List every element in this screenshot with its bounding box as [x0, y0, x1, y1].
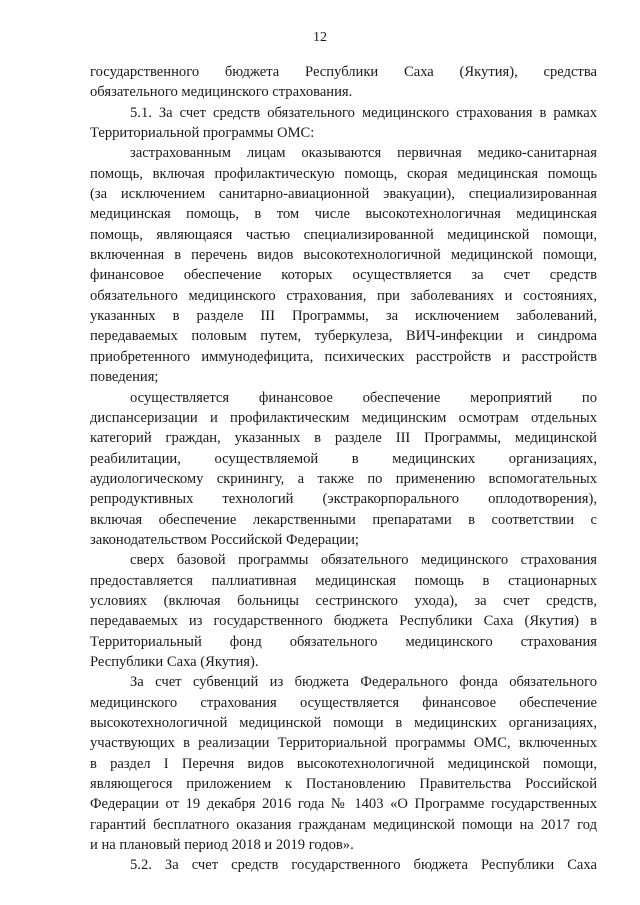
text-line: передаваемых половым путем, туберкулеза, ВИЧ-инфекции и синдрома [90, 328, 597, 345]
body-text [90, 62, 597, 876]
text-line: условиях (включая больницы сестринского ухода), за счет средств, [90, 592, 597, 609]
text-line: предоставляется паллиативная медицинская помощь в стационарных [90, 572, 597, 589]
text-line: финансовое обеспечение которых осуществляется за счет средств [90, 267, 597, 284]
text-line: 5.1. За счет средств обязательного медицинского страхования в рамках [130, 104, 597, 121]
text-line: законодательством Российской Федерации; [90, 531, 359, 548]
text-line: в раздел I Перечня видов высокотехнологичной медицинской помощи, [90, 755, 597, 772]
text-line: репродуктивных технологий (экстракорпорального оплодотворения), [90, 491, 597, 508]
text-line: Территориальной программы ОМС: [90, 125, 315, 142]
text-line: указанных в разделе III Программы, за исключением заболеваний, [90, 308, 597, 325]
text-line: включая обеспечение лекарственными препаратами в соответствии с [90, 511, 597, 528]
page-number: 12 [313, 30, 327, 45]
text-line: медицинского страхования осуществляется финансовое обеспечение [90, 694, 597, 711]
text-line: включенная в перечень видов высокотехнологичной медицинской помощи, [90, 247, 597, 264]
text-line: категорий граждан, указанных в разделе III Программы, медицинской [90, 430, 597, 447]
text-line: помощь, являющаяся частью специализированной медицинской помощи, [90, 226, 597, 243]
text-line: и на плановый период 2018 и 2019 годов». [90, 837, 354, 854]
text-line: государственного бюджета Республики Саха (Якутия), средства [90, 64, 597, 80]
text-line: аудиологическому скринингу, а также по применению вспомогательных [90, 470, 597, 487]
text-line: сверх базовой программы обязательного медицинского страхования [130, 552, 597, 569]
text-line: передаваемых из государственного бюджета Республики Саха (Якутия) в [90, 613, 597, 630]
text-line: обязательного медицинского страхования. [90, 84, 353, 101]
text-line: осуществляется финансовое обеспечение мероприятий по [130, 389, 597, 406]
text-line: высокотехнологичной медицинской помощи в медицинских организациях, [90, 715, 597, 731]
text-line: гарантий бесплатного оказания гражданам медицинской помощи на 2017 год [90, 816, 597, 833]
text-line: реабилитации, осуществляемой в медицинских организациях, [90, 450, 597, 467]
text-line: диспансеризации и профилактическим медицинским осмотрам отдельных [90, 409, 597, 426]
text-line: Республики Саха (Якутия). [90, 653, 259, 670]
text-line: поведения; [90, 369, 159, 386]
text-line: За счет субвенций из бюджета Федерального фонда обязательного [130, 674, 597, 691]
text-line: Территориальный фонд обязательного медицинского страхования [90, 633, 597, 650]
text-line: обязательного медицинского страхования, при заболеваниях и состояниях, [90, 287, 597, 304]
text-line: приобретенного иммунодефицита, психических расстройств и расстройств [90, 348, 597, 365]
text-line: медицинская помощь, в том числе высокотехнологичная медицинская [90, 206, 597, 223]
text-line: участвующих в реализации Территориальной программы ОМС, включенных [90, 735, 597, 752]
text-line: Федерации от 19 декабря 2016 года № 1403 «О Программе государственных [90, 796, 597, 813]
text-line: помощь, включая профилактическую помощь, скорая медицинская помощь [90, 165, 597, 182]
text-line: являющегося приложением к Постановлению Правительства Российской [90, 776, 597, 793]
text-line: 5.2. За счет средств государственного бюджета Республики Саха [130, 857, 597, 874]
text-line: застрахованным лицам оказываются первичная медико-санитарная [130, 145, 597, 162]
text-line: (за исключением санитарно-авиационной эвакуации), специализированная [90, 186, 597, 203]
